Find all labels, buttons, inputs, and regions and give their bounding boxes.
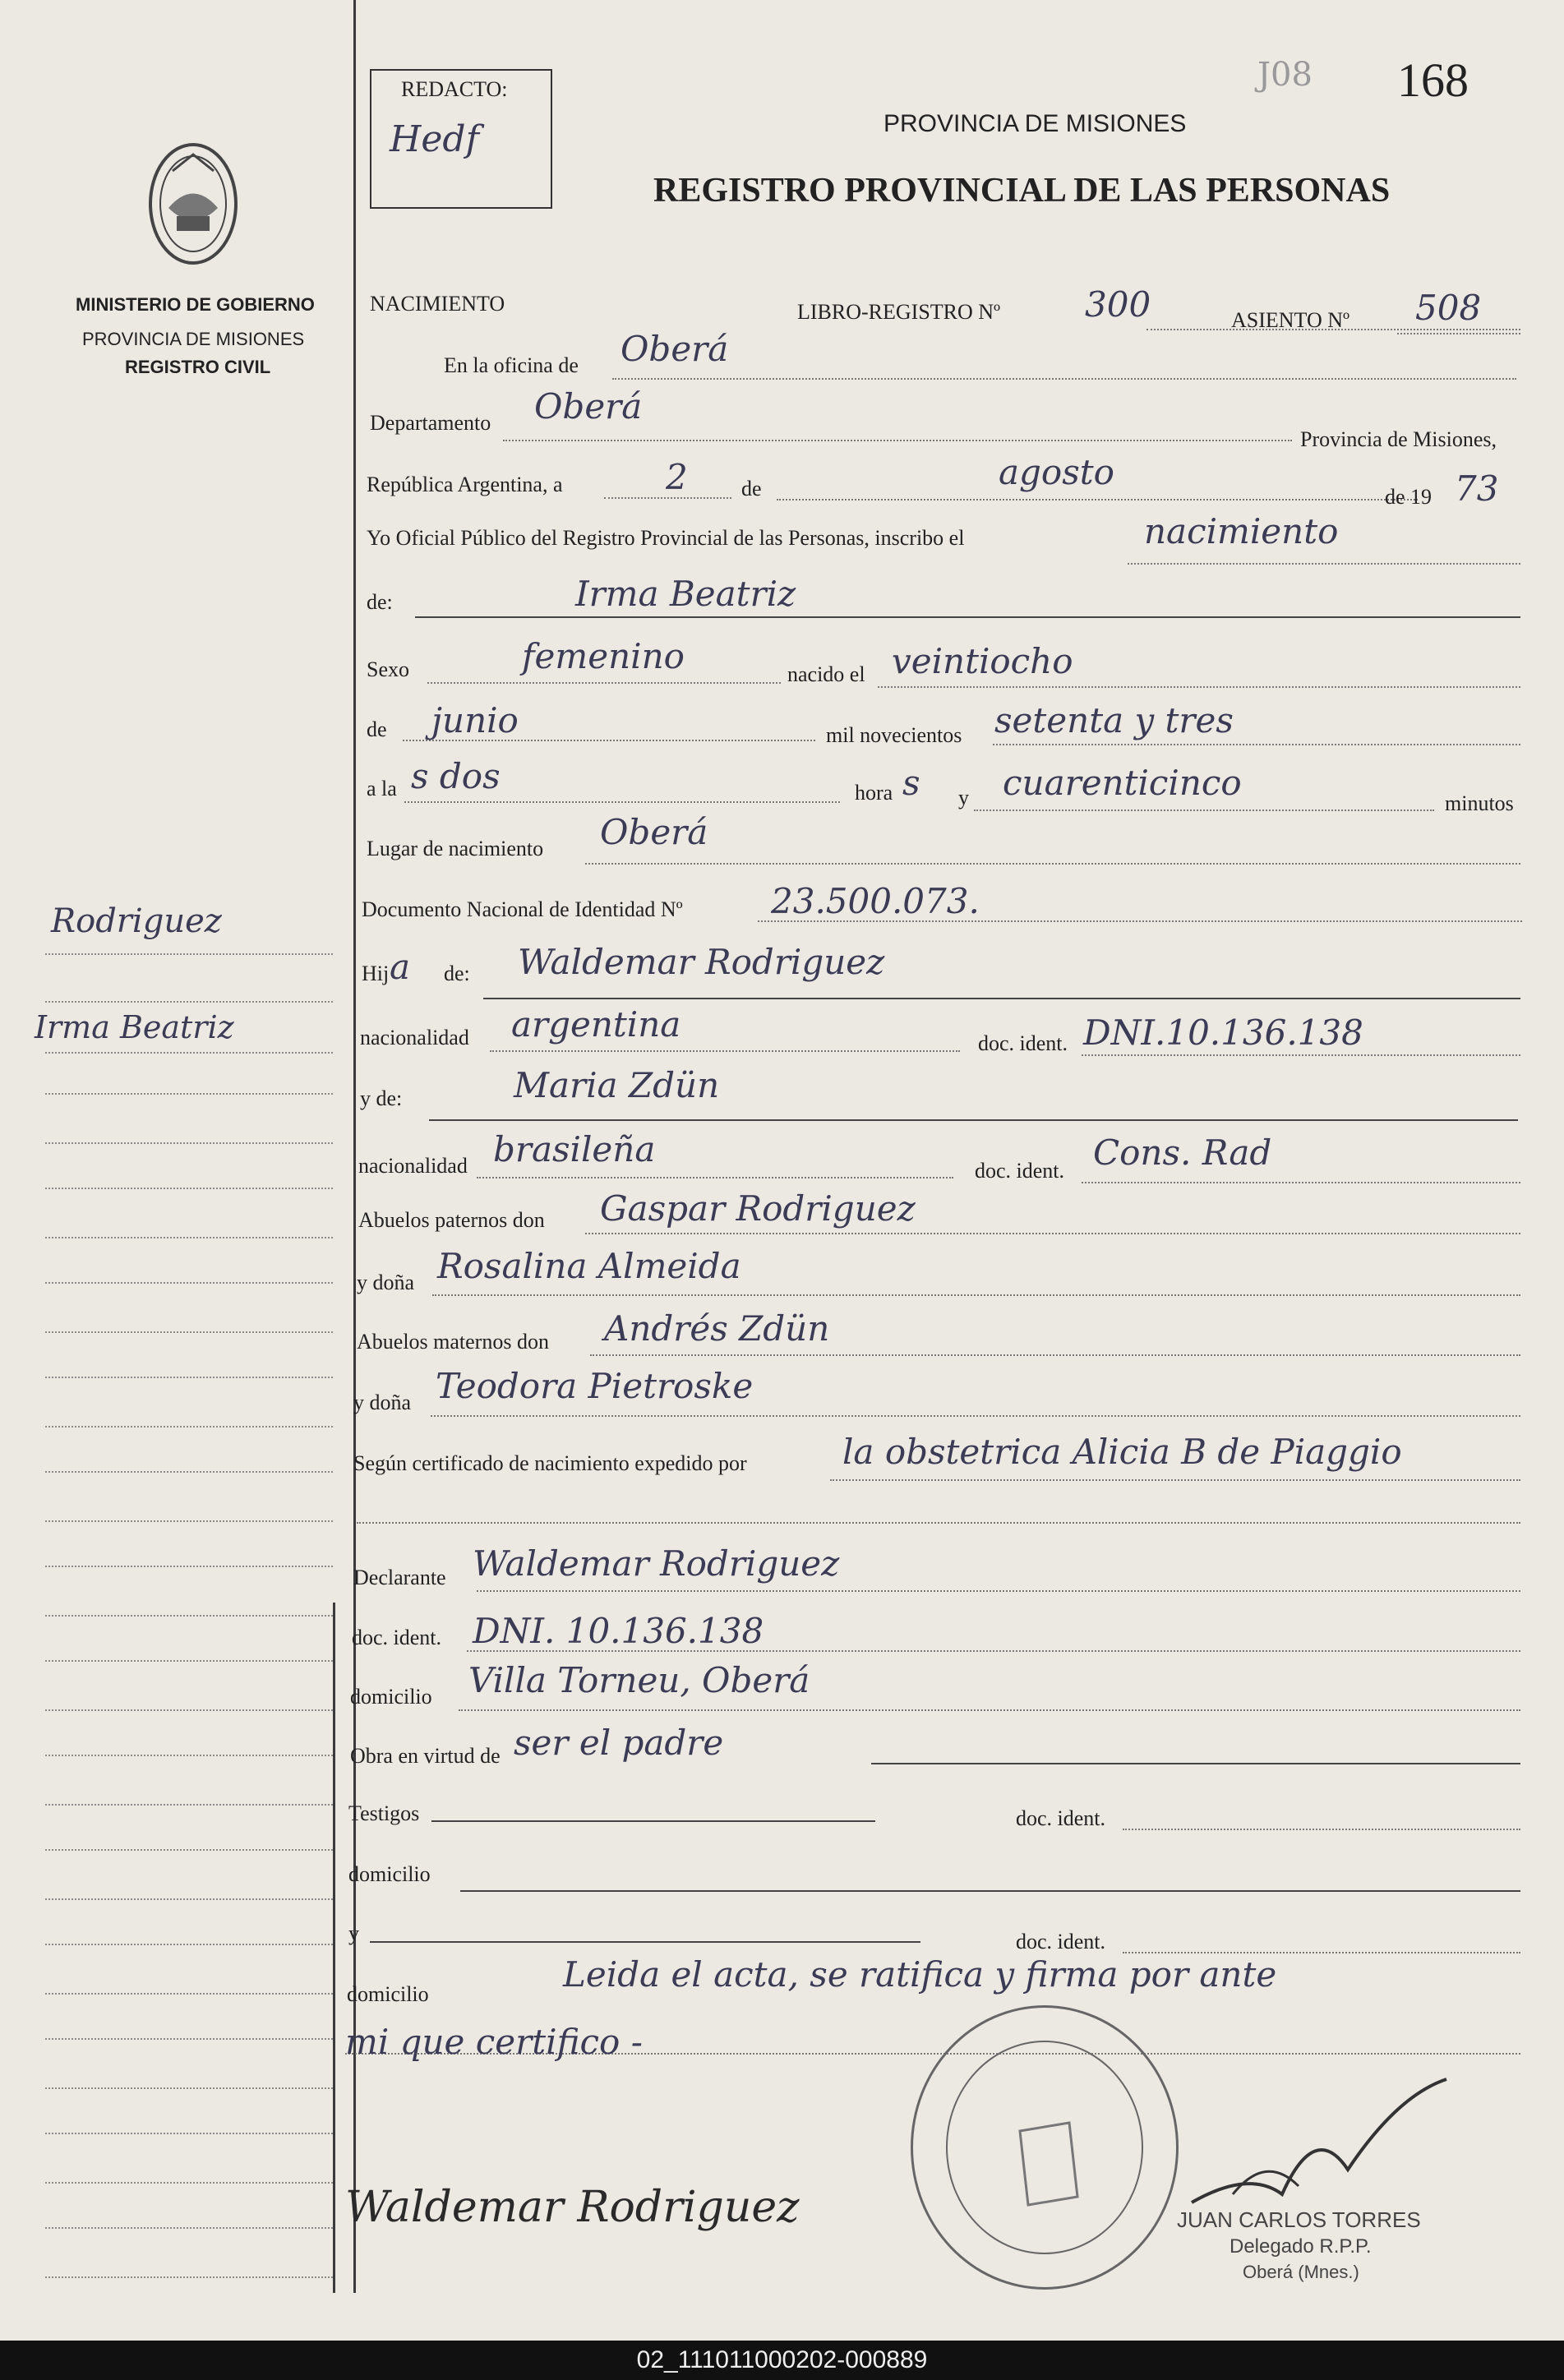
- dotted-rule: [1082, 1054, 1520, 1056]
- official-place: Oberá (Mnes.): [1243, 2262, 1359, 2282]
- margin-rule: [45, 953, 333, 955]
- official-seal: [911, 2005, 1179, 2290]
- dotted-rule: [503, 440, 1292, 441]
- margin-rule: [45, 1426, 333, 1428]
- margin-rule: [45, 1188, 333, 1189]
- margin-rule: [45, 1471, 333, 1473]
- handwritten-value: 300: [1085, 284, 1151, 325]
- margin-rule: [45, 1377, 333, 1378]
- form-label: doc. ident.: [1016, 1930, 1106, 1953]
- margin-rule: [45, 1615, 333, 1617]
- emblem-icon: [144, 138, 242, 270]
- form-label: nacionalidad: [360, 1026, 469, 1049]
- handwritten-value: Teodora Pietroske: [436, 1366, 754, 1406]
- dotted-rule: [427, 682, 781, 684]
- form-label: de:: [367, 590, 393, 614]
- margin-rule: [45, 2276, 333, 2278]
- dotted-rule: [459, 1709, 1520, 1711]
- dotted-rule: [590, 1354, 1520, 1356]
- dotted-rule: [585, 863, 1520, 865]
- registry-label: REGISTRO CIVIL: [125, 357, 271, 377]
- dotted-rule: [612, 378, 1516, 380]
- margin-rule: [45, 1849, 333, 1851]
- dotted-rule: [431, 1415, 1520, 1417]
- official-signature-icon: [1183, 2071, 1463, 2219]
- dotted-rule: [432, 1294, 1520, 1296]
- handwritten-value: Villa Torneu, Oberá: [468, 1660, 810, 1700]
- form-label: de: [741, 477, 762, 500]
- solid-rule: [429, 1119, 1518, 1121]
- image-code-footer: 02_111011000202-000889: [0, 2341, 1564, 2380]
- dotted-rule: [1397, 333, 1520, 334]
- margin-rule: [45, 1093, 333, 1095]
- dotted-rule: [404, 801, 840, 803]
- solid-rule: [431, 1820, 875, 1822]
- handwritten-value: nacimiento: [1144, 511, 1339, 551]
- redacto-box: [370, 69, 552, 209]
- margin-rule: [45, 1052, 333, 1054]
- form-label: de 19: [1385, 485, 1433, 509]
- handwritten-value: 2: [666, 457, 688, 497]
- handwritten-value: Irma Beatriz: [575, 574, 796, 614]
- form-label: República Argentina, a: [367, 473, 563, 496]
- form-label: de:: [444, 962, 470, 985]
- form-label: hora: [855, 781, 893, 805]
- form-label: y de:: [360, 1086, 403, 1110]
- margin-rule: [45, 1282, 333, 1284]
- handwritten-value: Waldemar Rodriguez: [518, 942, 885, 982]
- handwritten-value: agosto: [999, 452, 1114, 492]
- form-label: y: [348, 1921, 359, 1945]
- handwritten-value: brasileña: [493, 1129, 656, 1169]
- handwritten-value: argentina: [511, 1004, 681, 1045]
- form-label: de: [367, 717, 387, 741]
- dotted-rule: [993, 744, 1520, 745]
- handwritten-value: Cons. Rad: [1093, 1132, 1272, 1173]
- margin-rule: [45, 1660, 333, 1662]
- form-label: Lugar de nacimiento: [367, 837, 544, 860]
- dotted-rule: [604, 497, 731, 499]
- dotted-rule: [477, 1177, 953, 1178]
- handwritten-value: 508: [1415, 288, 1482, 328]
- dotted-rule: [1128, 563, 1520, 565]
- form-label: nacido el: [787, 662, 865, 686]
- form-label: y doña: [357, 1271, 415, 1294]
- registry-title: REGISTRO PROVINCIAL DE LAS PERSONAS: [653, 172, 1391, 210]
- form-label: Departamento: [370, 411, 491, 435]
- form-label: Documento Nacional de Identidad Nº: [362, 897, 683, 921]
- margin-rule: [45, 1944, 333, 1945]
- form-label: y: [958, 786, 969, 809]
- form-label: Abuelos maternos don: [357, 1330, 549, 1354]
- dotted-rule: [1123, 1952, 1520, 1953]
- handwritten-value: mi que certifico -: [345, 2022, 643, 2062]
- margin-rule: [45, 1001, 333, 1003]
- margin-rule: [45, 2087, 333, 2089]
- ministry-label: MINISTERIO DE GOBIERNO: [76, 294, 315, 315]
- form-label: mil novecientos: [826, 723, 962, 747]
- form-label: domicilio: [347, 1982, 429, 2006]
- margin-rule: [45, 2133, 333, 2134]
- official-title: Delegado R.P.P.: [1230, 2235, 1372, 2258]
- redacto-signature: Hedf: [390, 118, 479, 160]
- province-title: PROVINCIA DE MISIONES: [883, 110, 1187, 137]
- dotted-rule: [878, 686, 1520, 688]
- handwritten-value: Rosalina Almeida: [437, 1246, 741, 1286]
- solid-rule: [460, 1890, 1520, 1892]
- form-label: Obra en virtud de: [350, 1744, 501, 1768]
- margin-rule: [45, 1566, 333, 1567]
- form-label: Sexo: [367, 657, 409, 681]
- dotted-rule: [1123, 1829, 1520, 1830]
- form-label: domicilio: [350, 1685, 432, 1709]
- form-label: doc. ident.: [1016, 1806, 1106, 1830]
- handwritten-value: Waldemar Rodriguez: [473, 1543, 840, 1584]
- solid-rule: [871, 1763, 1520, 1764]
- form-label: Según certificado de nacimiento expedido por: [353, 1451, 747, 1475]
- margin-names: Irma Beatriz: [35, 1009, 234, 1045]
- margin-rule: [45, 1898, 333, 1900]
- handwritten-value: ser el padre: [514, 1723, 724, 1763]
- handwritten-value: Oberá: [534, 386, 643, 427]
- form-label: minutos: [1445, 791, 1514, 815]
- handwritten-value: s: [902, 763, 920, 803]
- handwritten-value: Oberá: [621, 329, 729, 369]
- handwritten-value: Gaspar Rodriguez: [600, 1188, 916, 1229]
- solid-rule: [370, 1941, 920, 1943]
- form-label: Provincia de Misiones,: [1300, 427, 1497, 451]
- page-code: J08: [1257, 56, 1313, 94]
- form-label: doc. ident.: [975, 1159, 1065, 1183]
- margin-rule: [45, 1709, 333, 1711]
- dotted-rule: [477, 1590, 1520, 1592]
- handwritten-value: veintiocho: [892, 641, 1073, 681]
- handwritten-value: cuarenticinco: [1003, 763, 1242, 803]
- solid-rule: [483, 998, 1520, 999]
- handwritten-value: Oberá: [600, 812, 708, 852]
- divider-line: [353, 0, 356, 2293]
- dotted-rule: [357, 1522, 1520, 1524]
- margin-rule: [45, 1804, 333, 1806]
- dotted-rule: [585, 1233, 1520, 1234]
- margin-rule: [45, 1237, 333, 1238]
- form-label: En la oficina de: [444, 353, 579, 377]
- handwritten-value: Maria Zdün: [514, 1065, 720, 1105]
- solid-rule: [415, 616, 1520, 618]
- handwritten-value: setenta y tres: [994, 700, 1234, 740]
- handwritten-value: junio: [431, 700, 519, 740]
- form-label: doc. ident.: [978, 1031, 1068, 1055]
- margin-rule: [45, 1142, 333, 1144]
- margin-rule: [45, 2182, 333, 2184]
- handwritten-value: a: [390, 947, 411, 987]
- margin-surname: Rodriguez: [51, 902, 222, 940]
- form-label: Yo Oficial Público del Registro Provincial de las Personas, inscribo el: [367, 526, 965, 550]
- handwritten-value: s dos: [411, 756, 501, 796]
- margin-rule: [45, 1993, 333, 1995]
- dotted-rule: [777, 499, 1418, 500]
- declarant-signature: Waldemar Rodriguez: [345, 2183, 800, 2232]
- handwritten-value: Andrés Zdün: [604, 1308, 830, 1349]
- official-name: JUAN CARLOS TORRES: [1177, 2207, 1421, 2232]
- margin-rule: [45, 1755, 333, 1756]
- province-label: PROVINCIA DE MISIONES: [82, 329, 305, 349]
- redacto-label: REDACTO:: [401, 77, 508, 101]
- form-label: Abuelos paternos don: [358, 1208, 545, 1232]
- form-label: a la: [367, 777, 397, 800]
- handwritten-value: Leida el acta, se ratifica y firma por ante: [563, 1954, 1277, 1995]
- handwritten-value: 23.500.073.: [771, 881, 980, 921]
- dotted-rule: [974, 809, 1434, 811]
- margin-rule: [45, 2227, 333, 2229]
- form-label: domicilio: [348, 1862, 431, 1886]
- form-label: y doña: [353, 1391, 412, 1414]
- form-label: Hij: [362, 962, 390, 985]
- page-number: 168: [1397, 53, 1469, 107]
- dotted-rule: [1082, 1182, 1520, 1183]
- form-label: ASIENTO Nº: [1231, 308, 1350, 332]
- handwritten-value: 73: [1455, 468, 1499, 509]
- margin-rule: [45, 1331, 333, 1333]
- handwritten-value: la obstetrica Alicia B de Piaggio: [842, 1432, 1402, 1472]
- form-label: Testigos: [348, 1801, 420, 1825]
- divider-line-lower: [333, 1603, 335, 2293]
- dotted-rule: [830, 1479, 1520, 1481]
- handwritten-value: DNI.10.136.138: [1083, 1012, 1363, 1053]
- margin-rule: [45, 2038, 333, 2040]
- dotted-rule: [490, 1050, 960, 1052]
- form-label: Declarante: [353, 1566, 446, 1589]
- handwritten-value: DNI. 10.136.138: [473, 1611, 764, 1651]
- form-label: nacionalidad: [358, 1154, 468, 1178]
- margin-rule: [45, 1520, 333, 1522]
- form-label: NACIMIENTO: [370, 292, 505, 316]
- form-label: doc. ident.: [352, 1626, 442, 1649]
- form-label: LIBRO-REGISTRO Nº: [797, 300, 1001, 324]
- handwritten-value: femenino: [522, 636, 685, 676]
